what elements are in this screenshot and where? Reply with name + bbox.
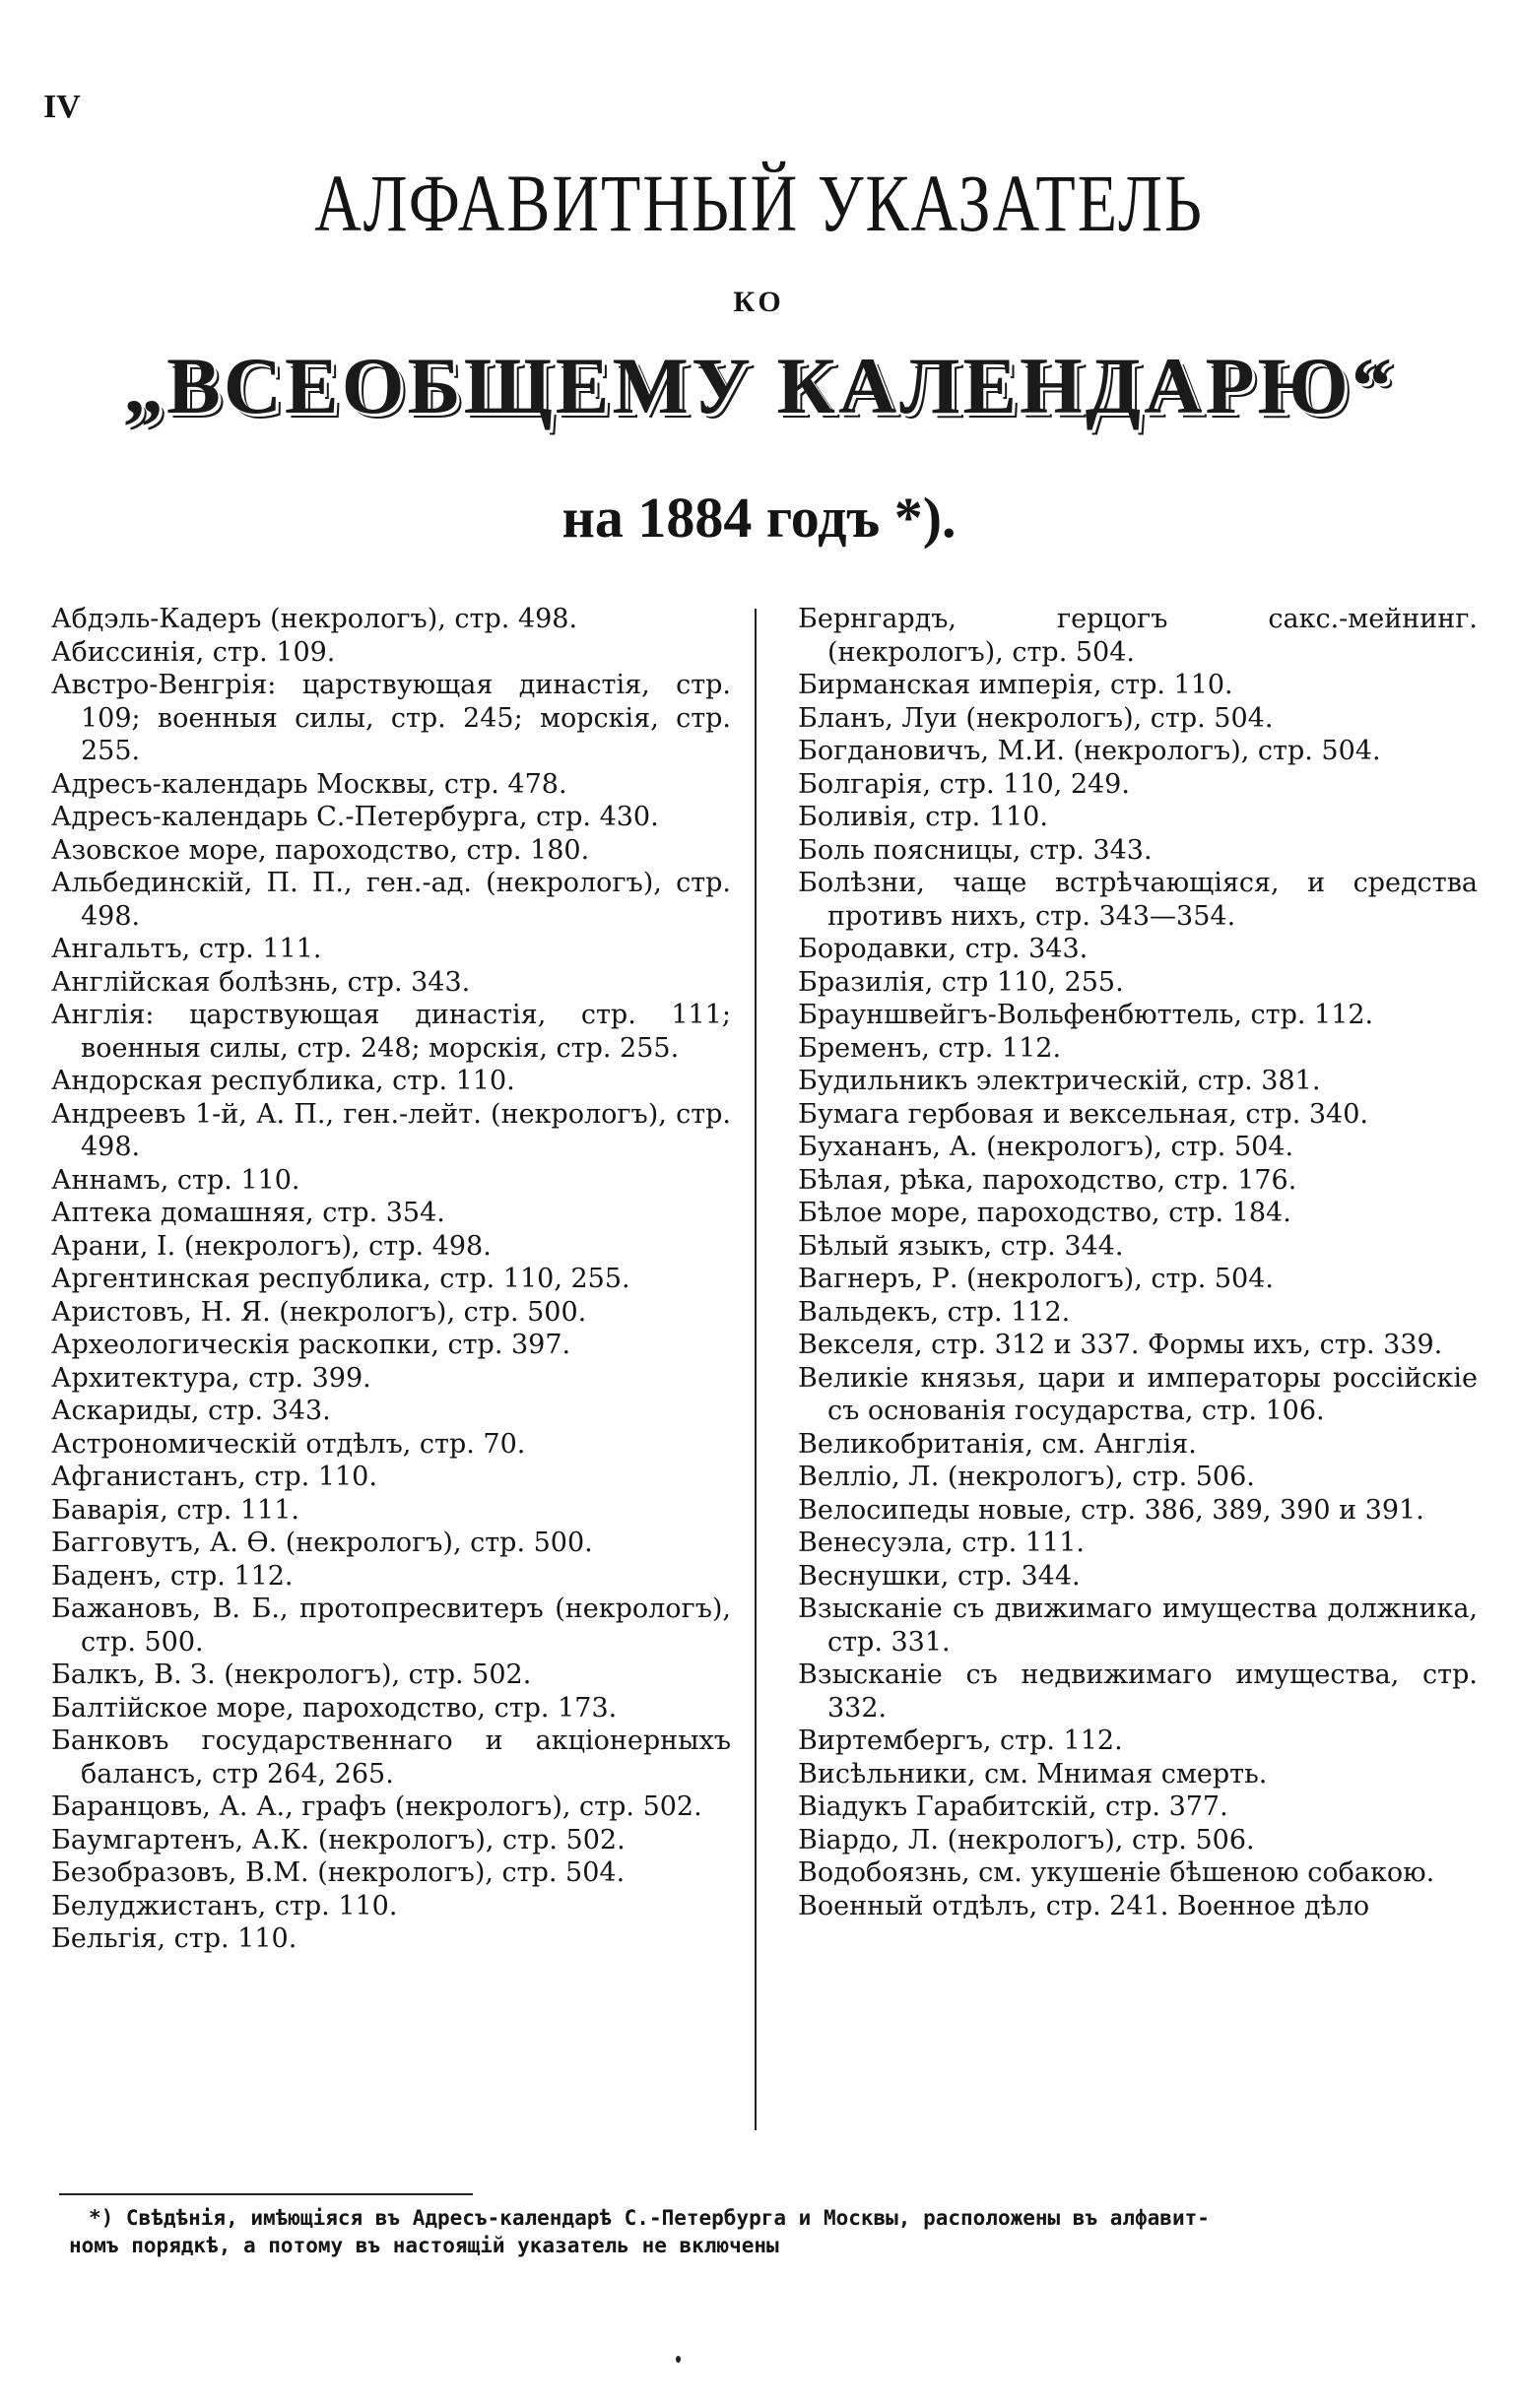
index-entry: Андреевъ 1-й, А. П., ген.-лейт. (некрологъ), стр. 498. bbox=[51, 1098, 731, 1162]
index-entry: Арани, I. (некрологъ), стр. 498. bbox=[51, 1230, 492, 1262]
index-entry: Баранцовъ, А. А., графъ (некрологъ), стр. 502. bbox=[51, 1791, 702, 1822]
index-entry: Альбединскій, П. П., ген.-ад. (некрологъ), стр. 498. bbox=[51, 868, 731, 932]
index-entry: Брауншвейгъ-Вольфенбюттель, стр. 112. bbox=[798, 1000, 1374, 1030]
index-entry: Бухананъ, А. (некрологъ), стр. 504. bbox=[798, 1132, 1294, 1162]
index-entry: Венесуэла, стр. 111. bbox=[798, 1528, 1085, 1558]
index-entry: Богдановичъ, М.И. (некрологъ), стр. 504. bbox=[798, 736, 1381, 766]
index-entry: Архитектура, стр. 399. bbox=[51, 1362, 371, 1394]
index-entry: Велліо, Л. (некрологъ), стр. 506. bbox=[798, 1462, 1255, 1492]
index-entry: Аристовъ, Н. Я. (некрологъ), стр. 500. bbox=[51, 1296, 587, 1328]
index-entry: Вагнеръ, Р. (некрологъ), стр. 504. bbox=[798, 1264, 1274, 1294]
index-entry: Ангальтъ, стр. 111. bbox=[51, 934, 322, 964]
index-entry: Бразилія, стр 110, 255. bbox=[798, 966, 1124, 998]
footnote-line-2: номъ порядкѣ, а потому въ настоящій указатель не включены bbox=[69, 2234, 779, 2257]
index-entry: Аргентинская республика, стр. 110, 255. bbox=[51, 1264, 630, 1294]
index-entry: Балкъ, В. З. (некрологъ), стр. 502. bbox=[51, 1660, 532, 1690]
index-entry: Абдэль-Кадеръ (некрологъ), стр. 498. bbox=[51, 604, 578, 634]
index-entry: Велосипеды новые, стр. 386, 389, 390 и 391. bbox=[798, 1494, 1424, 1526]
index-entry: Азовское море, пароходство, стр. 180. bbox=[51, 834, 590, 866]
index-entry: Бернгардъ, герцогъ сакс.-мейнинг. (некрологъ), стр. 504. bbox=[798, 604, 1478, 668]
index-entry: Боливія, стр. 110. bbox=[798, 802, 1048, 832]
column-divider bbox=[755, 609, 757, 2130]
index-entry: Абиссинія, стр. 109. bbox=[51, 636, 336, 668]
left-column bbox=[51, 603, 731, 1956]
page-title: АЛФАВИТНЫЙ УКАЗАТЕЛЬ bbox=[314, 159, 1204, 249]
index-entry: Банковъ государственнаго и акціонерныхъ балансъ, стр 264, 265. bbox=[51, 1725, 731, 1790]
index-entry: Белуджистанъ, стр. 110. bbox=[51, 1890, 398, 1921]
index-entry: Виртембергъ, стр. 112. bbox=[798, 1725, 1123, 1756]
page-number: IV bbox=[43, 89, 81, 125]
index-entry: Багговутъ, А. Ѳ. (некрологъ), стр. 500. bbox=[51, 1528, 593, 1558]
right-column bbox=[798, 603, 1478, 1922]
index-entry: Великобританія, см. Англія. bbox=[798, 1428, 1197, 1460]
index-entry: Взысканіе съ недвижимаго имущества, стр. 332. bbox=[798, 1660, 1478, 1724]
index-entry: Австро-Венгрія: царствующая династія, стр. 109; военныя силы, стр. 245; морскія, стр. 255. bbox=[51, 670, 731, 766]
index-entry: Безобразовъ, В.М. (некрологъ), стр. 504. bbox=[51, 1857, 626, 1888]
index-entry: Археологическія раскопки, стр. 397. bbox=[51, 1330, 571, 1360]
index-entry: Баварія, стр. 111. bbox=[51, 1494, 299, 1526]
index-entry: Болгарія, стр. 110, 249. bbox=[798, 768, 1130, 800]
index-entry: Бланъ, Луи (некрологъ), стр. 504. bbox=[798, 702, 1274, 734]
index-entry: Віадукъ Гарабитскій, стр. 377. bbox=[798, 1791, 1228, 1822]
index-entry: Бородавки, стр. 343. bbox=[798, 934, 1089, 964]
ink-speck bbox=[676, 2356, 681, 2363]
index-entry: Великіе князья, цари и императоры россійскіе съ основанія государства, стр. 106. bbox=[798, 1362, 1478, 1426]
index-entry: Взысканіе съ движимаго имущества должника, стр. 331. bbox=[798, 1594, 1478, 1658]
index-entry: Аптека домашняя, стр. 354. bbox=[51, 1198, 445, 1228]
index-entry: Баденъ, стр. 112. bbox=[51, 1560, 294, 1592]
footnote-line-1: *) Свѣдѣнія, имѣющіяся въ Адресъ-календарѣ С.-Петербурга и Москвы, расположены въ алфавит- bbox=[89, 2206, 1210, 2230]
index-entry: Аскариды, стр. 343. bbox=[51, 1396, 331, 1426]
index-entry: Висѣльники, см. Мнимая смерть. bbox=[798, 1758, 1268, 1790]
index-entry: Бажановъ, В. Б., протопресвитеръ (некрологъ), стр. 500. bbox=[51, 1594, 731, 1658]
index-entry: Боль поясницы, стр. 343. bbox=[798, 834, 1153, 866]
index-entry: Віардо, Л. (некрологъ), стр. 506. bbox=[798, 1824, 1255, 1855]
footnote-rule bbox=[59, 2193, 473, 2195]
index-entry: Веснушки, стр. 344. bbox=[798, 1560, 1081, 1592]
title-preposition: КО bbox=[733, 286, 785, 318]
index-entry: Бумага гербовая и вексельная, стр. 340. bbox=[798, 1098, 1368, 1130]
index-entry: Англійская болѣзнь, стр. 343. bbox=[51, 966, 471, 998]
year-line: на 1884 годъ *). bbox=[561, 486, 957, 550]
index-entry: Будильникъ электрическій, стр. 381. bbox=[798, 1066, 1321, 1096]
index-entry: Баумгартенъ, А.К. (некрологъ), стр. 502. bbox=[51, 1824, 626, 1855]
index-entry: Бѣлый языкъ, стр. 344. bbox=[798, 1230, 1124, 1262]
index-entry: Астрономическій отдѣлъ, стр. 70. bbox=[51, 1428, 526, 1460]
calendar-name: „ВСЕОБЩЕМУ КАЛЕНДАРЮ“ bbox=[123, 341, 1395, 430]
index-entry: Афганистанъ, стр. 110. bbox=[51, 1462, 377, 1492]
index-entry: Бирманская имперія, стр. 110. bbox=[798, 670, 1233, 700]
index-entry: Векселя, стр. 312 и 337. Формы ихъ, стр. 339. bbox=[798, 1330, 1443, 1360]
index-entry: Балтійское море, пароходство, стр. 173. bbox=[51, 1692, 618, 1724]
index-entry: Андорская республика, стр. 110. bbox=[51, 1066, 515, 1096]
index-entry: Адресъ-календарь С.-Петербурга, стр. 430. bbox=[51, 802, 659, 832]
index-entry: Военный отдѣлъ, стр. 241. Военное дѣло bbox=[798, 1890, 1370, 1921]
index-entry: Бѣлая, рѣка, пароходство, стр. 176. bbox=[798, 1164, 1297, 1196]
index-entry: Бѣлое море, пароходство, стр. 184. bbox=[798, 1198, 1291, 1228]
footnote bbox=[59, 2204, 1497, 2259]
index-entry: Болѣзни, чаще встрѣчающіяся, и средства противъ нихъ, стр. 343—354. bbox=[798, 868, 1478, 932]
index-entry: Водобоязнь, см. укушеніе бѣшеною собакою. bbox=[798, 1857, 1435, 1888]
index-entry: Англія: царствующая династія, стр. 111; военныя силы, стр. 248; морскія, стр. 255. bbox=[51, 1000, 731, 1064]
index-entry: Бельгія, стр. 110. bbox=[51, 1923, 297, 1954]
index-entry: Аннамъ, стр. 110. bbox=[51, 1164, 300, 1196]
index-entry: Вальдекъ, стр. 112. bbox=[798, 1296, 1071, 1328]
index-entry: Бременъ, стр. 112. bbox=[798, 1032, 1062, 1064]
index-entry: Адресъ-календарь Москвы, стр. 478. bbox=[51, 768, 567, 800]
